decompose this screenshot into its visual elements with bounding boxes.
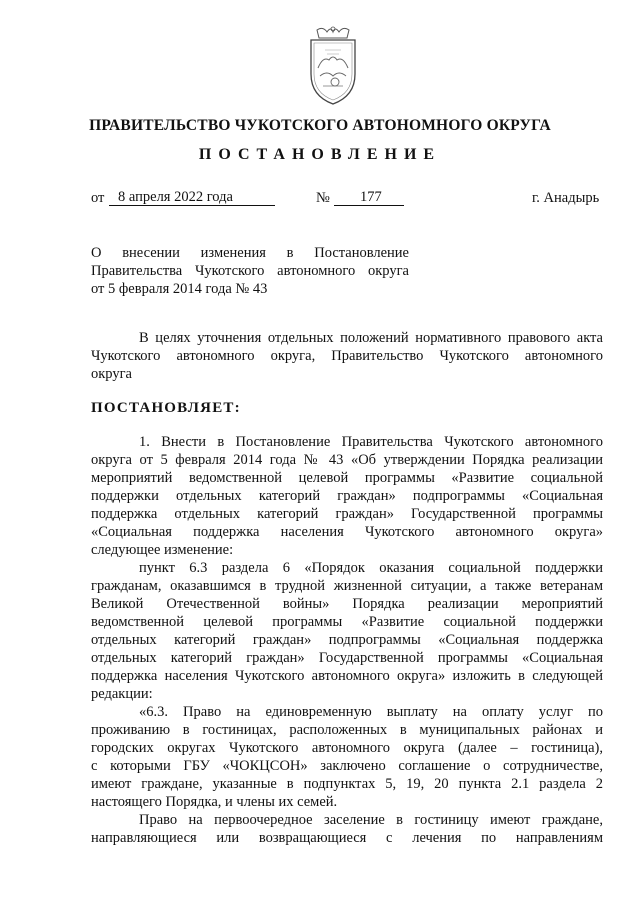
text-line: «Социальная поддержка населения Чукотского автономного округа» xyxy=(91,524,603,540)
number-prefix: № xyxy=(316,190,330,206)
text-line: с которыми ГБУ «ЧОКЦСОН» заключено соглашение о сотрудничестве, xyxy=(91,758,603,774)
text-line: настоящего Порядка, и члены их семей. xyxy=(91,794,338,810)
text-line: Чукотского автономного округа, Правительство Чукотского автономного xyxy=(91,348,603,364)
government-title: ПРАВИТЕЛЬСТВО ЧУКОТСКОГО АВТОНОМНОГО ОКРУГА xyxy=(89,117,551,134)
text-line: мероприятий ведомственной целевой программы «Развитие социальной xyxy=(91,470,603,486)
document-type: ПОСТАНОВЛЕНИЕ xyxy=(198,146,442,163)
text-line: имеют граждане, указанные в подпунктах 5, 19, 20 пункта 2.1 раздела 2 xyxy=(91,776,603,792)
coat-of-arms-icon xyxy=(305,24,361,106)
decide-heading: ПОСТАНОВЛЯЕТ: xyxy=(91,400,241,416)
text-line: округа xyxy=(91,366,132,382)
text-line: округа от 5 февраля 2014 года № 43 «Об утверждении Порядка реализации xyxy=(91,452,603,468)
subject-line: от 5 февраля 2014 года № 43 xyxy=(91,281,268,297)
subject-line: О внесении изменения в Постановление xyxy=(91,245,409,261)
text-line: Великой Отечественной войны» Порядка реализации мероприятий xyxy=(91,596,603,612)
document-city: г. Анадырь xyxy=(532,190,600,206)
text-line: городских округах Чукотского автономного округа (далее – гостиница), xyxy=(91,740,603,756)
text-line: пункт 6.3 раздела 6 «Порядок оказания социальной поддержки xyxy=(139,560,603,576)
resolution-body xyxy=(91,433,603,847)
text-line: поддержка отдельных категорий граждан» Государственной программы xyxy=(91,506,603,522)
preamble-paragraph xyxy=(91,329,603,383)
subject-line: Правительства Чукотского автономного округа xyxy=(91,263,409,279)
text-line: ведомственной целевой программы «Развитие социальной поддержки xyxy=(91,614,603,630)
text-line: следующее изменение: xyxy=(91,542,234,558)
text-line: поддержки отдельных категорий граждан» подпрограммы «Социальная xyxy=(91,488,603,504)
text-line: проживанию в гостиницах, расположенных в муниципальных районах и xyxy=(91,722,603,738)
text-line: «6.3. Право на единовременную выплату на оплату услуг по xyxy=(139,704,603,720)
text-line: 1. Внести в Постановление Правительства Чукотского автономного xyxy=(139,434,603,450)
text-line: отдельных категорий граждан» подпрограммы «Социальная поддержка xyxy=(91,632,603,648)
document-subject xyxy=(91,244,409,298)
text-line: В целях уточнения отдельных положений нормативного правового акта xyxy=(139,330,603,346)
document-number xyxy=(334,190,404,206)
text-line: редакции: xyxy=(91,686,153,702)
text-line: направляющиеся или возвращающиеся с лечения по направлениям xyxy=(91,830,603,846)
text-line: поддержка населения Чукотского автономного округа» изложить в следующей xyxy=(91,668,603,684)
date-prefix: от xyxy=(91,190,105,206)
document-date-text: 8 апреля 2022 года xyxy=(118,189,233,205)
document-date xyxy=(109,190,275,206)
document-number-text: 177 xyxy=(360,189,382,205)
text-line: отдельных категорий граждан» Государственной программы «Социальная xyxy=(91,650,603,666)
text-line: гражданам, оказавшимся в трудной жизненной ситуации, а также ветеранам xyxy=(91,578,603,594)
text-line: Право на первоочередное заселение в гостиницу имеют граждане, xyxy=(139,812,603,828)
